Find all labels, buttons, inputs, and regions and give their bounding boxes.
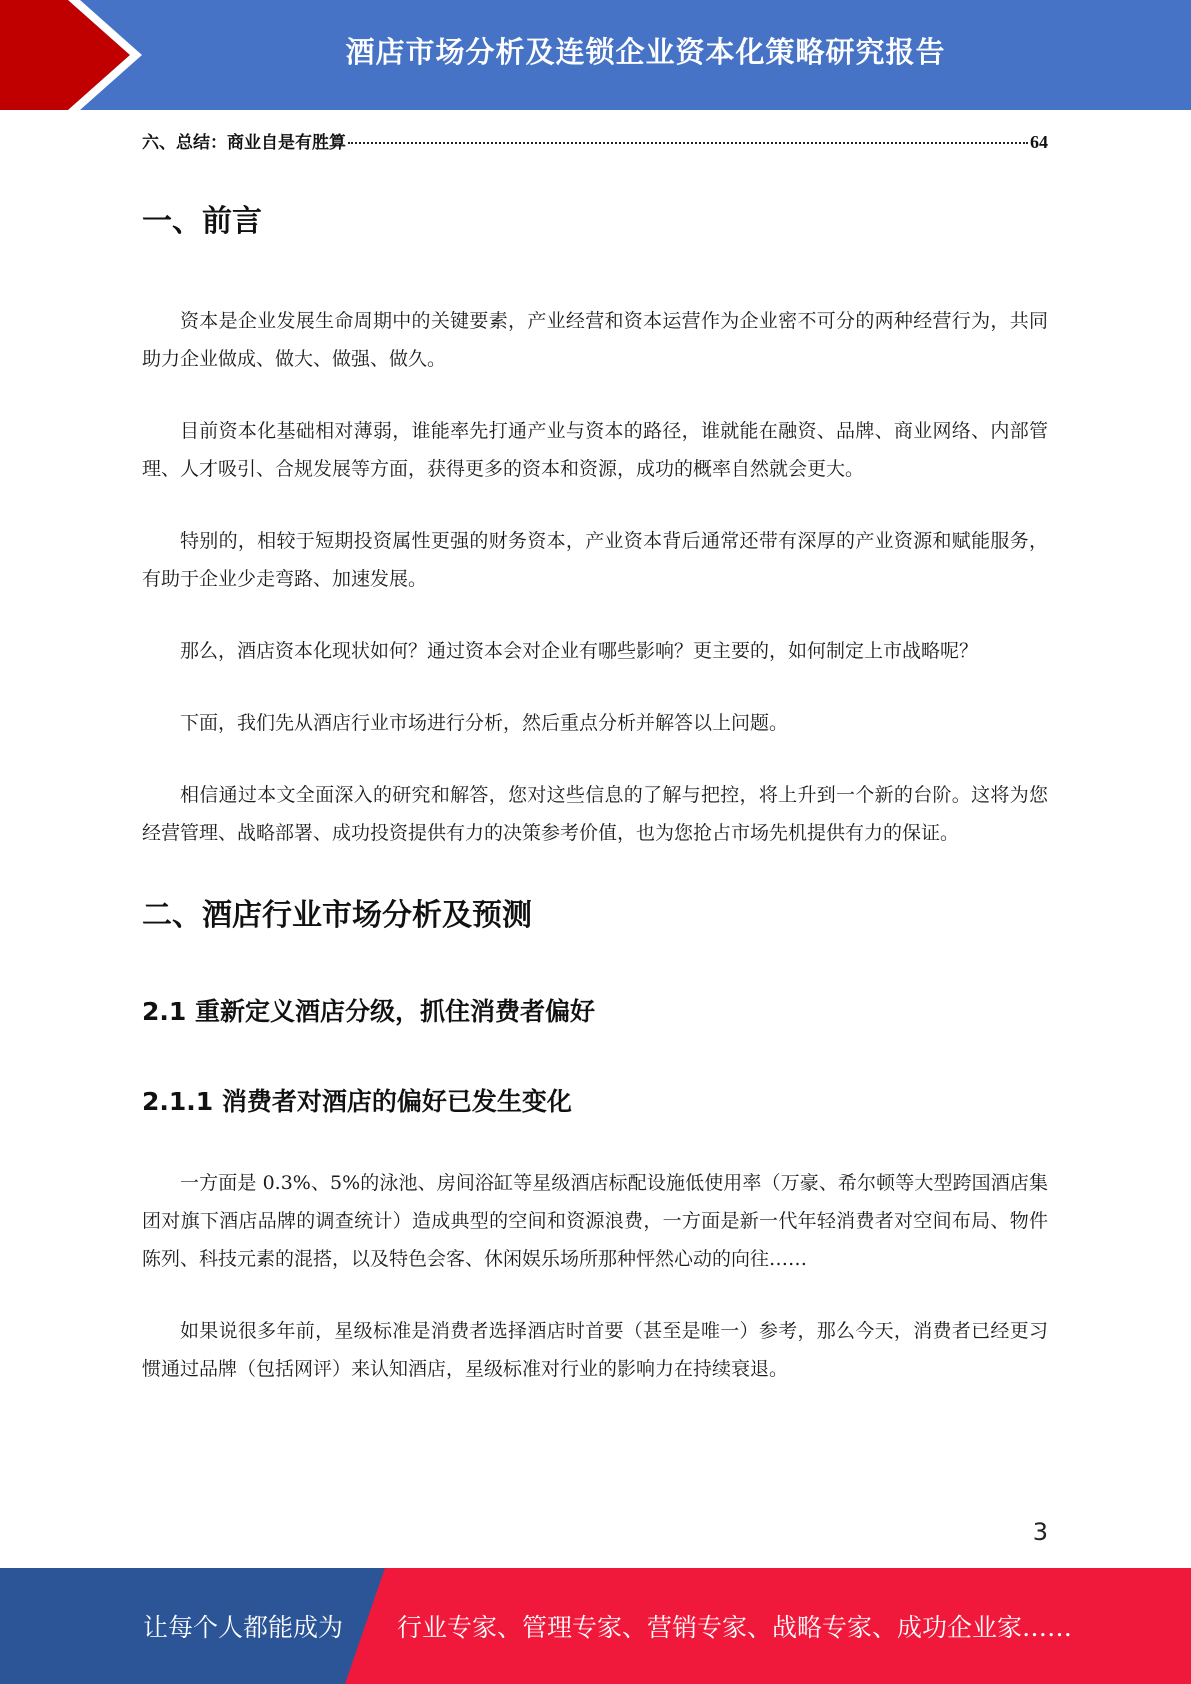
page-footer <box>0 1568 1191 1684</box>
page-number: 3 <box>1032 1518 1048 1546</box>
paragraph: 目前资本化基础相对薄弱，谁能率先打通产业与资本的路径，谁就能在融资、品牌、商业网络、内部管理、人才吸引、合规发展等方面，获得更多的资本和资源，成功的概率自然就会更大。 <box>142 420 1048 480</box>
toc-entry-page: 64 <box>1030 132 1048 152</box>
section-heading-preface: 一、前言 <box>142 204 262 239</box>
document-body <box>142 196 1048 1388</box>
page-header <box>0 0 1191 110</box>
footer-slogan-left: 让每个人都能成为 <box>143 1613 344 1642</box>
paragraph: 特别的，相较于短期投资属性更强的财务资本，产业资本背后通常还带有深厚的产业资源和赋能服务，有助于企业少走弯路、加速发展。 <box>142 530 1048 590</box>
paragraph: 下面，我们先从酒店行业市场进行分析，然后重点分析并解答以上问题。 <box>180 712 789 734</box>
toc-leader-dots <box>348 142 1028 144</box>
report-title: 酒店市场分析及连锁企业资本化策略研究报告 <box>345 34 946 69</box>
section-heading-market-analysis: 二、酒店行业市场分析及预测 <box>142 898 532 933</box>
paragraph: 相信通过本文全面深入的研究和解答，您对这些信息的了解与把控，将上升到一个新的台阶。这将为您经营管理、战略部署、成功投资提供有力的决策参考价值，也为您抢占市场先机提供有力的保证。 <box>142 784 1048 844</box>
footer-slogan-right: 行业专家、管理专家、营销专家、战略专家、成功企业家…… <box>397 1613 1073 1642</box>
subsection-heading-2-1: 2.1 重新定义酒店分级，抓住消费者偏好 <box>142 997 595 1026</box>
paragraph: 那么，酒店资本化现状如何？通过资本会对企业有哪些影响？更主要的，如何制定上市战略呢？ <box>180 640 979 662</box>
header-arrow-decoration <box>0 0 160 110</box>
subsection-heading-2-1-1: 2.1.1 消费者对酒店的偏好已发生变化 <box>142 1087 572 1116</box>
paragraph: 如果说很多年前，星级标准是消费者选择酒店时首要（甚至是唯一）参考，那么今天，消费者已经更习惯通过品牌（包括网评）来认知酒店，星级标准对行业的影响力在持续衰退。 <box>142 1320 1048 1380</box>
toc-entry-label: 六、总结：商业自是有胜算 <box>142 133 346 153</box>
paragraph: 一方面是 0.3%、5%的泳池、房间浴缸等星级酒店标配设施低使用率（万豪、希尔顿等大型跨国酒店集团对旗下酒店品牌的调查统计）造成典型的空间和资源浪费，一方面是新一代年轻消费者对空间布局、物件陈列、科技元素的混搭，以及特色会客、休闲娱乐场所那种怦然心动的向往…… <box>142 1172 1048 1270</box>
paragraph: 资本是企业发展生命周期中的关键要素，产业经营和资本运营作为企业密不可分的两种经营行为，共同助力企业做成、做大、做强、做久。 <box>142 310 1048 370</box>
toc-entry[interactable] <box>142 128 1048 153</box>
